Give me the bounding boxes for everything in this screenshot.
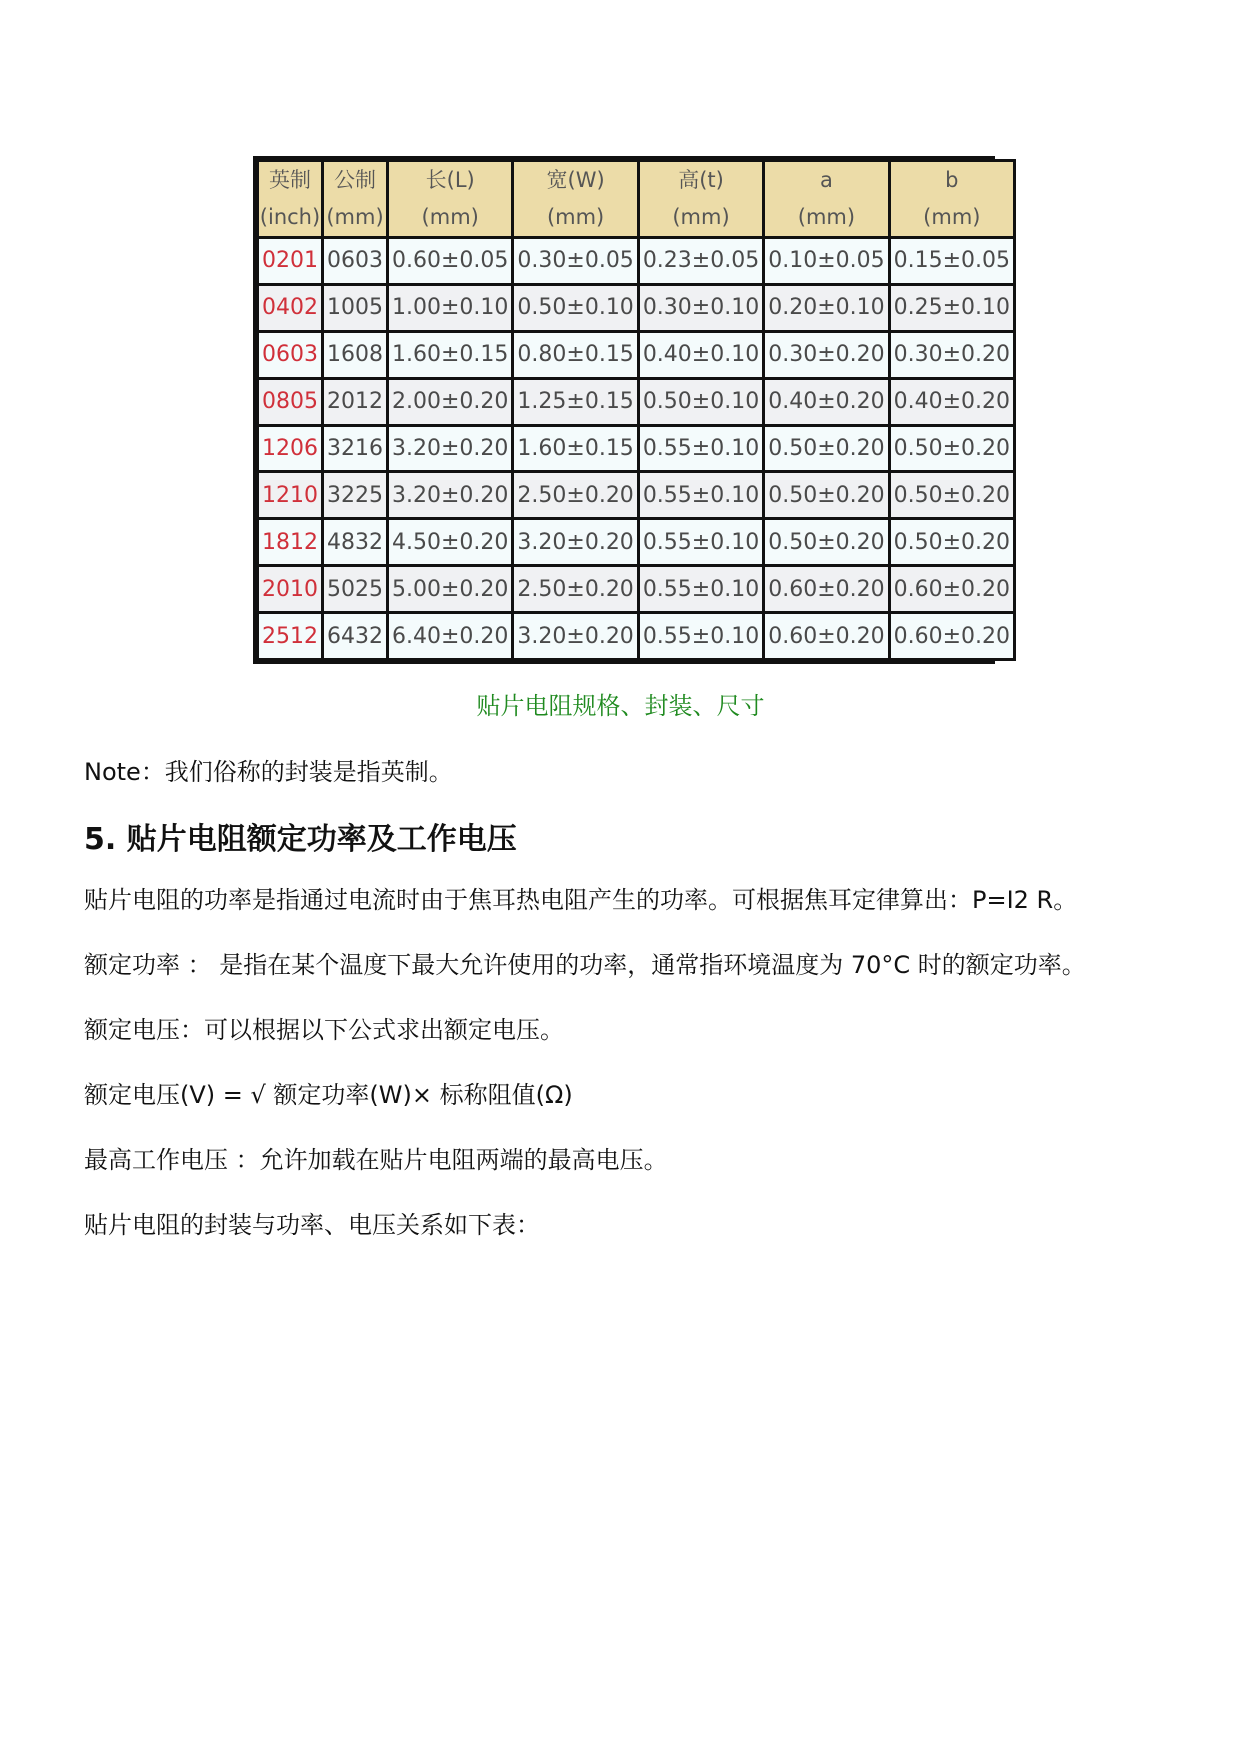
height-cell: 0.50±0.10: [640, 380, 762, 424]
a-cell: 0.50±0.20: [765, 427, 887, 471]
header-width: 宽(W) (mm): [514, 162, 636, 236]
a-cell: 0.20±0.10: [765, 286, 887, 330]
table-header-row: [259, 162, 1013, 236]
height-cell: 0.55±0.10: [640, 614, 762, 658]
a-cell: 0.10±0.05: [765, 239, 887, 283]
metric-cell: 1608: [324, 333, 386, 377]
table-caption: 贴片电阻规格、封装、尺寸: [476, 692, 765, 720]
length-cell: 3.20±0.20: [389, 427, 511, 471]
table-row: [259, 473, 1013, 517]
header-b: b (mm): [891, 162, 1013, 236]
paragraph-table-intro: 贴片电阻的封装与功率、电压关系如下表：: [84, 1211, 540, 1239]
inch-cell: 1812: [259, 520, 321, 564]
inch-cell: 1210: [259, 473, 321, 517]
inch-cell: 2010: [259, 567, 321, 611]
width-cell: 3.20±0.20: [514, 520, 636, 564]
width-cell: 0.50±0.10: [514, 286, 636, 330]
metric-cell: 6432: [324, 614, 386, 658]
length-cell: 2.00±0.20: [389, 380, 511, 424]
a-cell: 0.50±0.20: [765, 473, 887, 517]
a-cell: 0.40±0.20: [765, 380, 887, 424]
paragraph-voltage-formula: 额定电压(V) = √ 额定功率(W)× 标称阻值(Ω): [84, 1081, 573, 1109]
b-cell: 0.30±0.20: [891, 333, 1013, 377]
inch-cell: 0603: [259, 333, 321, 377]
spec-table-frame: [253, 156, 1011, 664]
metric-cell: 0603: [324, 239, 386, 283]
b-cell: 0.60±0.20: [891, 614, 1013, 658]
table-row: [259, 333, 1013, 377]
table-row: [259, 614, 1013, 658]
height-cell: 0.55±0.10: [640, 473, 762, 517]
header-length: 长(L) (mm): [389, 162, 511, 236]
metric-cell: 3216: [324, 427, 386, 471]
inch-cell: 0402: [259, 286, 321, 330]
b-cell: 0.25±0.10: [891, 286, 1013, 330]
length-cell: 1.00±0.10: [389, 286, 511, 330]
b-cell: 0.60±0.20: [891, 567, 1013, 611]
width-cell: 1.25±0.15: [514, 380, 636, 424]
width-cell: 2.50±0.20: [514, 567, 636, 611]
width-cell: 3.20±0.20: [514, 614, 636, 658]
a-cell: 0.60±0.20: [765, 567, 887, 611]
header-a: a (mm): [765, 162, 887, 236]
b-cell: 0.15±0.05: [891, 239, 1013, 283]
height-cell: 0.55±0.10: [640, 520, 762, 564]
length-cell: 1.60±0.15: [389, 333, 511, 377]
length-cell: 6.40±0.20: [389, 614, 511, 658]
a-cell: 0.30±0.20: [765, 333, 887, 377]
b-cell: 0.50±0.20: [891, 473, 1013, 517]
length-cell: 4.50±0.20: [389, 520, 511, 564]
height-cell: 0.30±0.10: [640, 286, 762, 330]
b-cell: 0.40±0.20: [891, 380, 1013, 424]
paragraph-rated-power: 额定功率 ： 是指在某个温度下最大允许使用的功率，通常指环境温度为 70°C 时的额定功率。: [84, 951, 1086, 979]
paragraph-rated-voltage: 额定电压：可以根据以下公式求出额定电压。: [84, 1016, 564, 1044]
table-body: [259, 239, 1013, 658]
inch-cell: 2512: [259, 614, 321, 658]
a-cell: 0.60±0.20: [765, 614, 887, 658]
metric-cell: 1005: [324, 286, 386, 330]
height-cell: 0.55±0.10: [640, 567, 762, 611]
a-cell: 0.50±0.20: [765, 520, 887, 564]
inch-cell: 0805: [259, 380, 321, 424]
height-cell: 0.55±0.10: [640, 427, 762, 471]
paragraph-power-definition: 贴片电阻的功率是指通过电流时由于焦耳热电阻产生的功率。可根据焦耳定律算出：P=I2 R。: [84, 886, 1078, 914]
height-cell: 0.40±0.10: [640, 333, 762, 377]
length-cell: 3.20±0.20: [389, 473, 511, 517]
table-row: [259, 427, 1013, 471]
inch-cell: 1206: [259, 427, 321, 471]
metric-cell: 5025: [324, 567, 386, 611]
width-cell: 1.60±0.15: [514, 427, 636, 471]
b-cell: 0.50±0.20: [891, 427, 1013, 471]
table-row: [259, 380, 1013, 424]
width-cell: 0.30±0.05: [514, 239, 636, 283]
note-text: Note：我们俗称的封装是指英制。: [84, 758, 453, 786]
metric-cell: 4832: [324, 520, 386, 564]
b-cell: 0.50±0.20: [891, 520, 1013, 564]
smd-resistor-size-table: [256, 159, 1016, 661]
table-row: [259, 567, 1013, 611]
metric-cell: 3225: [324, 473, 386, 517]
inch-cell: 0201: [259, 239, 321, 283]
length-cell: 0.60±0.05: [389, 239, 511, 283]
header-height: 高(t) (mm): [640, 162, 762, 236]
height-cell: 0.23±0.05: [640, 239, 762, 283]
header-mm: 公制 (mm): [324, 162, 386, 236]
table-row: [259, 239, 1013, 283]
width-cell: 0.80±0.15: [514, 333, 636, 377]
table-row: [259, 286, 1013, 330]
table-row: [259, 520, 1013, 564]
width-cell: 2.50±0.20: [514, 473, 636, 517]
header-inch: 英制 (inch): [259, 162, 321, 236]
section-heading: 5. 贴片电阻额定功率及工作电压: [84, 822, 517, 857]
paragraph-max-working-voltage: 最高工作电压 ：允许加载在贴片电阻两端的最高电压。: [84, 1146, 668, 1174]
length-cell: 5.00±0.20: [389, 567, 511, 611]
metric-cell: 2012: [324, 380, 386, 424]
